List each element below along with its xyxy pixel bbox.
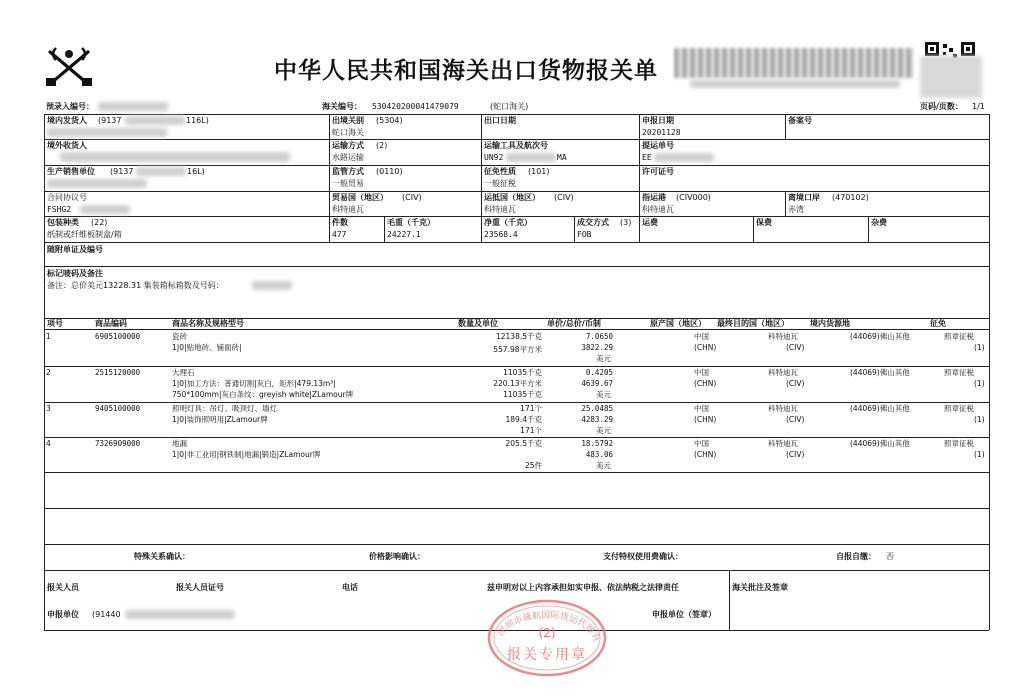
item-origin: 中国	[694, 404, 709, 413]
item-currency: 美元	[596, 390, 611, 399]
item-qty3: 171个	[520, 426, 542, 435]
broker-label: 报关人员	[47, 583, 79, 592]
pre-entry-label: 预录入编号：	[46, 102, 94, 111]
exit-customs-label: 出境关别	[332, 116, 364, 125]
customs-no-value: 530420200041479079	[372, 102, 459, 111]
contract-redaction	[80, 205, 130, 214]
item-source: (44069)佛山其他	[850, 368, 910, 377]
legal-statement: 兹申明对以上内容承担如实申报、依法纳税之法律责任	[487, 583, 679, 592]
qr-redaction	[920, 56, 982, 98]
insurance-label: 保费	[756, 218, 772, 227]
col-quantity: 数量及单位	[458, 319, 498, 328]
package-label: 包装种类	[47, 218, 79, 227]
item-qty2: 557.98平方米	[493, 345, 542, 354]
page-label: 页码/页数：	[920, 102, 963, 111]
item-qty1: 12138.5千克	[495, 332, 542, 341]
self-declare-label: 自报自缴：	[836, 552, 876, 561]
consignee-label: 境外收货人	[47, 141, 87, 150]
item-no: 3	[46, 404, 51, 413]
attached-docs-label: 随附单证及编号	[47, 245, 103, 254]
declare-date-label: 申报日期	[642, 116, 674, 125]
pieces-label: 件数	[332, 218, 348, 227]
item-dest: 科特迪瓦	[768, 332, 798, 341]
item-total-price: 3822.29	[581, 343, 613, 352]
vessel-redaction	[506, 153, 556, 162]
item-source: (44069)佛山其他	[850, 439, 910, 448]
producer-label: 生产销售单位	[47, 167, 95, 176]
col-origin: 原产国（地区）	[650, 319, 706, 328]
item-origin-code: (CHN)	[694, 343, 717, 352]
col-tax: 征免	[930, 319, 946, 328]
item-dest-code: (CIV)	[786, 415, 805, 424]
trade-country-label: 贸易国（地区）	[332, 193, 388, 202]
marks-redaction	[252, 281, 292, 290]
page-value: 1/1	[972, 102, 985, 111]
item-code: 9405100000	[95, 404, 141, 413]
vessel-value-a: UN92	[484, 153, 504, 162]
transport-mode-label: 运输方式	[332, 141, 364, 150]
exit-port-code: (470102)	[832, 193, 869, 202]
consignee-redaction	[60, 152, 290, 162]
package-code: (22)	[91, 218, 108, 227]
dest-country-label: 运抵国（地区）	[484, 193, 540, 202]
exit-customs-value: 蛇口海关	[332, 128, 364, 137]
item-name: 地漏	[172, 439, 187, 448]
item-tax: 照章征税	[944, 404, 974, 413]
marks-label: 标记唛码及备注	[47, 269, 103, 278]
item-origin: 中国	[694, 439, 709, 448]
item-qty2: 220.13平方米	[493, 379, 542, 388]
item-unit-price: 7.0650	[585, 332, 613, 341]
item-no: 1	[46, 332, 51, 341]
transport-mode-value: 水路运输	[332, 153, 364, 162]
company-seal-stamp	[486, 598, 608, 678]
col-hs-code: 商品编码	[95, 319, 127, 328]
record-no-label: 备案号	[788, 116, 812, 125]
item-source: (44069)佛山其他	[850, 332, 910, 341]
net-value: 23568.4	[484, 230, 518, 239]
item-origin-code: (CHN)	[694, 379, 717, 388]
item-dest-code: (CIV)	[786, 343, 805, 352]
item-currency: 美元	[596, 354, 611, 363]
item-unit-price: 25.0485	[581, 404, 613, 413]
item-total-price: 4283.29	[581, 415, 613, 424]
item-tax-code: (1)	[974, 343, 985, 352]
special-relation-label: 特殊关系确认：	[134, 552, 190, 561]
item-tax: 照章征税	[944, 332, 974, 341]
item-qty1: 205.5千克	[505, 439, 542, 448]
marks-value: 备注：总价美元13228.31 集装箱标箱数及号码：	[47, 281, 224, 290]
item-qty1: 171个	[520, 404, 542, 413]
supervision-label: 监管方式	[332, 167, 364, 176]
trade-country-code: (CIV)	[402, 193, 422, 202]
item-currency: 美元	[596, 461, 611, 470]
producer-redaction	[136, 167, 186, 176]
royalty-label: 支付特权使用费确认：	[603, 552, 683, 561]
dest-country-code: (CIV)	[554, 193, 574, 202]
document-title: 中华人民共和国海关出口货物报关单	[274, 58, 658, 84]
producer-name-redaction	[47, 179, 147, 188]
declarant-label: 申报单位	[47, 610, 79, 619]
col-final-dest: 最终目的国（地区）	[717, 319, 789, 328]
tax-nature-label: 征免性质	[484, 167, 516, 176]
col-source: 境内货源地	[810, 319, 850, 328]
exit-customs-code: (5304)	[376, 116, 403, 125]
vessel-value-b: MA	[557, 153, 567, 162]
pieces-value: 477	[332, 230, 347, 239]
bl-value: EE	[642, 153, 652, 162]
dest-port-code: (CIV000)	[676, 193, 711, 202]
item-unit-price: 0.4205	[585, 368, 613, 377]
item-tax: 照章征税	[944, 368, 974, 377]
broker-cert-label: 报关人员证号	[176, 583, 224, 592]
freight-label: 运费	[642, 218, 658, 227]
item-qty3: 25件	[524, 461, 542, 470]
item-name: 瓷砖	[172, 332, 187, 341]
item-unit-price: 18.5792	[581, 439, 613, 448]
item-dest: 科特迪瓦	[768, 404, 798, 413]
vessel-label: 运输工具及航次号	[484, 141, 548, 150]
item-code: 7326909000	[95, 439, 141, 448]
net-label: 净重（千克）	[484, 218, 532, 227]
consignor-name-redaction	[47, 128, 167, 137]
exit-port-value: 赤湾	[788, 205, 804, 214]
tax-nature-value: 一般征税	[484, 179, 516, 188]
declare-date-value: 20201128	[642, 128, 681, 137]
contract-value: FSHG2	[47, 205, 72, 214]
item-dest-code: (CIV)	[786, 379, 805, 388]
item-origin-code: (CHN)	[694, 450, 717, 459]
consignor-code-a: (9137	[98, 116, 122, 125]
item-code: 6905100000	[95, 332, 141, 341]
col-item-no: 项号	[47, 319, 63, 328]
item-tax: 照章征税	[944, 439, 974, 448]
pre-entry-redaction	[98, 102, 168, 111]
item-code: 2515120000	[95, 368, 141, 377]
item-name: 照明灯具：吊灯、吸顶灯、墙灯	[172, 404, 277, 413]
item-spec: 1|0|非工业用|钢铁制|地漏|锻造|ZLamour牌	[172, 450, 321, 459]
trade-country-value: 科特迪瓦	[332, 205, 364, 214]
deal-mode-label: 成交方式	[577, 218, 609, 227]
item-dest: 科特迪瓦	[768, 368, 798, 377]
consignor-label: 境内发货人	[47, 116, 87, 125]
stamp-number: (2)	[538, 626, 556, 640]
declarant-redaction	[125, 610, 235, 619]
gross-value: 24227.1	[387, 230, 421, 239]
item-source: (44069)佛山其他	[850, 404, 910, 413]
item-tax-code: (1)	[974, 450, 985, 459]
customs-no-label: 海关编号：	[322, 102, 362, 111]
bl-redaction	[654, 153, 714, 162]
item-origin: 中国	[694, 332, 709, 341]
export-date-label: 出口日期	[484, 116, 516, 125]
bl-label: 提运单号	[642, 141, 674, 150]
svg-text:深圳市诚航国际货运代理有限公司: 深圳市诚航国际货运代理有	[496, 610, 602, 644]
tax-nature-code: (101)	[528, 167, 550, 176]
declarant-code: (91440	[92, 610, 121, 619]
col-price: 单价/总价/币制	[547, 319, 601, 328]
deal-mode-code: (3)	[620, 218, 632, 227]
consignor-redaction	[125, 116, 185, 125]
dest-port-label: 指运港	[642, 193, 666, 202]
item-origin-code: (CHN)	[694, 415, 717, 424]
price-impact-label: 价格影响确认：	[369, 552, 425, 561]
item-spec-2: 750*100mm|灰白条纹：greyish white|ZLamour牌	[172, 390, 354, 399]
self-declare-value: 否	[886, 552, 894, 561]
dest-port-value: 科特迪瓦	[642, 205, 674, 214]
barcode-number-redaction	[690, 80, 900, 88]
consignor-code-b: 116L)	[186, 116, 209, 125]
barcode-icon	[675, 48, 915, 78]
supervision-code: (0110)	[376, 167, 403, 176]
item-spec: 1|0|加工方法：普通切割|灰白，矩形|479.13m³|	[172, 379, 336, 388]
deal-mode-value: FOB	[577, 230, 592, 239]
misc-label: 杂费	[871, 218, 887, 227]
dest-country-value: 科特迪瓦	[484, 205, 516, 214]
item-dest: 科特迪瓦	[768, 439, 798, 448]
item-qty3: 11035千克	[503, 390, 542, 399]
license-label: 许可证号	[642, 167, 674, 176]
customs-place: (蛇口海关)	[490, 102, 529, 111]
item-qty2: 189.4千克	[505, 415, 542, 424]
item-qty1: 11035千克	[503, 368, 542, 377]
customs-approval-label: 海关批注及签章	[732, 583, 788, 592]
gross-label: 毛重（千克）	[387, 218, 435, 227]
stamp-bottom-text: 报关专用章	[507, 647, 587, 663]
item-no: 2	[46, 368, 51, 377]
customs-emblem-icon	[42, 44, 96, 90]
item-tax-code: (1)	[974, 379, 985, 388]
item-total-price: 4639.67	[581, 379, 613, 388]
transport-mode-code: (2)	[376, 141, 388, 150]
exit-port-label: 离境口岸	[788, 193, 820, 202]
item-no: 4	[46, 439, 51, 448]
supervision-value: 一般贸易	[332, 179, 364, 188]
package-value: 纸制或纤维板制盒/箱	[47, 230, 122, 239]
item-dest-code: (CIV)	[786, 450, 805, 459]
declarant-sign-label: 申报单位（签章）	[652, 610, 716, 619]
phone-label: 电话	[342, 583, 358, 592]
item-origin: 中国	[694, 368, 709, 377]
producer-code-b: 16L)	[187, 167, 205, 176]
item-spec: 1|0|装饰照明用|ZLamour牌	[172, 415, 268, 424]
producer-code-a: (9137	[110, 167, 134, 176]
col-goods-name: 商品名称及规格型号	[172, 319, 244, 328]
item-spec: 1|0|贴地砖、铺面砖|	[172, 343, 242, 352]
contract-label: 合同协议号	[47, 193, 87, 202]
item-tax-code: (1)	[974, 415, 985, 424]
item-name: 大理石	[172, 368, 195, 377]
item-total-price: 483.06	[585, 450, 613, 459]
item-currency: 美元	[596, 426, 611, 435]
